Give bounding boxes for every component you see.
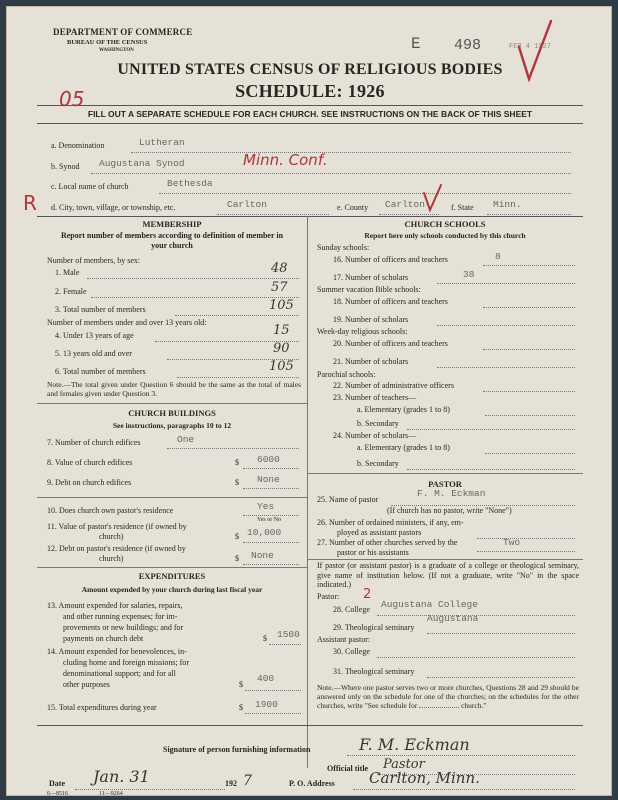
po-address-value: Carlton, Minn. [369,769,480,787]
denomination-value: Lutheran [139,137,185,148]
census-schedule-form [6,6,612,796]
q24b-label: b. Secondary [357,459,399,468]
dollar-sign: $ [263,634,267,643]
form-title: UNITED STATES CENSUS OF RELIGIOUS BODIES [117,61,503,78]
signature-value: F. M. Eckman [359,735,470,754]
owns-residence-value: Yes [257,501,275,512]
q27-line-1: 27. Number of other churches served by the [317,538,458,547]
q23b-label: b. Secondary [357,419,399,428]
column-divider [307,216,308,768]
membership-by-sex-label: Number of members, by sex: [47,256,141,265]
q13-line-2: and other running expenses; for im- [63,612,178,621]
schools-heading: CHURCH SCHOOLS [404,219,486,229]
divider [37,105,583,106]
form-code: 6—8516 [47,791,68,796]
graduate-note: If pastor (or assistant pastor) is a graduate of a college or theological seminary, give name of institution below. (If not a graduate, write "No" in the space indicated.) [317,561,579,589]
expenditures-subheading: Amount expended by your church during last fiscal year [81,585,263,594]
divider [37,725,583,726]
q28-label: 28. College [333,605,370,614]
dollar-sign: $ [235,532,239,541]
q17-label: 17. Number of scholars [333,273,409,282]
q28-value: Augustana College [381,599,478,610]
male-label: 1. Male [55,268,80,277]
q20-label: 20. Number of officers and teachers [333,339,448,348]
form-code-2: 11—9264 [99,791,123,796]
dollar-sign: $ [235,478,239,487]
date-value: Jan. 31 [93,767,150,786]
q23-label: 23. Number of teachers— [333,393,417,402]
official-title-label: Official title [327,764,369,773]
year-digit: 7 [243,773,252,789]
department-label: DEPARTMENT OF COMMERCE [53,27,193,37]
total-age-value: 105 [269,359,294,374]
membership-heading: MEMBERSHIP [142,219,202,229]
q23a-label: a. Elementary (grades 1 to 8) [357,405,450,414]
q24a-label: a. Elementary (grades 1 to 8) [357,443,450,452]
divider [37,403,307,404]
female-label: 2. Female [55,287,87,296]
q24-label: 24. Number of scholars— [333,431,417,440]
residence-debt-label-2: church) [99,554,124,563]
county-value: Carlton [385,199,425,210]
red-annotation-number: 05 [59,87,85,111]
q13-line-1: 13. Amount expended for salaries, repairs, [47,601,183,610]
parochial-schools-label: Parochial schools: [317,370,376,379]
county-label: e. County [337,203,369,212]
pastor-sub-label: Pastor: [317,592,340,601]
q14-line-3: denominational support; and for all [63,669,176,678]
q15-value: 1900 [255,699,278,710]
age-intro-label: Number of members under and over 13 years old: [47,318,207,327]
q27-line-2: pastor or his assistants [337,548,409,557]
divider [307,559,583,560]
q13-line-3: provements or new buildings; and for [63,623,184,632]
under-13-value: 15 [273,323,290,338]
dollar-sign: $ [235,554,239,563]
city-field-value: Carlton [227,199,267,210]
red-annotation-letter: R [23,191,37,215]
date-label: Date [49,779,65,788]
bureau-label: BUREAU OF THE CENSUS [67,39,148,46]
schools-subheading: Report here only schools conducted by this church [364,231,526,240]
q30-label: 30. College [333,647,370,656]
divider [307,473,583,474]
edifices-value-value: 6000 [257,454,280,465]
pastor-heading: PASTOR [428,479,462,489]
summer-schools-label: Summer vacation Bible schools: [317,285,421,294]
residence-debt-value: None [251,550,274,561]
yes-no-hint: Yes or No [257,517,282,523]
total-members-value: 105 [269,298,294,313]
red-checkmark-icon [421,183,443,213]
under-13-label: 4. Under 13 years of age [55,331,134,340]
divider [37,216,583,217]
q19-label: 19. Number of scholars [333,315,409,324]
q25-label: 25. Name of pastor [317,495,379,504]
sunday-schools-label: Sunday schools: [317,243,370,252]
female-value: 57 [271,280,288,295]
divider [37,123,583,124]
synod-red-note: Minn. Conf. [243,151,328,169]
male-value: 48 [271,261,288,276]
buildings-heading: CHURCH BUILDINGS [128,408,216,418]
q29-label: 29. Theological seminary [333,623,415,632]
city-label: WASHINGTON [99,48,134,53]
edifices-value-label: 8. Value of church edifices [47,458,133,467]
membership-note: Note.—The total given under Question 6 should be the same as the total of males and females given under Question 3. [47,380,301,398]
synod-label: b. Synod [51,162,80,171]
residence-debt-label-1: 12. Debt on pastor's residence (if owned by [47,544,186,553]
stamp-letter: E [411,35,421,53]
state-value: Minn. [493,199,522,210]
divider [37,497,307,498]
q31-label: 31. Theological seminary [333,667,415,676]
q15-label: 15. Total expenditures during year [47,703,157,712]
stamp-date: FEB 4 1927 [509,43,552,51]
q14-line-1: 14. Amount expended for benevolences, in- [47,647,187,656]
city-field-label: d. City, town, village, or township, etc. [51,203,176,212]
year-prefix: 192 [225,779,237,788]
pastor-note-end: church." [461,701,487,710]
dollar-sign: $ [235,458,239,467]
q27-value: Two [503,537,521,548]
residence-value-value: 10,000 [247,527,282,538]
residence-value-label-2: church) [99,532,124,541]
q14-line-4: other purposes [63,680,110,689]
local-name-label: c. Local name of church [51,182,129,191]
q16-value: 8 [495,251,501,262]
total-members-label: 3. Total number of members [55,305,146,314]
edifices-count-label: 7. Number of church edifices [47,438,141,447]
state-label: f. State [451,203,474,212]
residence-value-label-1: 11. Value of pastor's residence (if owned by [47,522,187,531]
dollar-sign: $ [239,680,243,689]
instruction-line: FILL OUT A SEPARATE SCHEDULE FOR EACH CHURCH. SEE INSTRUCTIONS ON THE BACK OF THIS SHEET [87,109,533,119]
synod-value: Augustana Synod [99,158,185,169]
q14-line-2: cluding home and foreign missions; for [63,658,189,667]
schedule-title: SCHEDULE: 1926 [235,81,385,101]
edifices-count-value: One [177,434,195,445]
edifices-debt-value: None [257,474,280,485]
q25-value: F. M. Eckman [417,488,486,499]
q13-line-4: payments on church debt [63,634,144,643]
total-age-label: 6. Total number of members [55,367,146,376]
weekday-schools-label: Week-day religious schools: [317,327,408,336]
po-address-label: P. O. Address [289,779,335,788]
official-title-value: Pastor [383,757,425,772]
assistant-pastor-label: Assistant pastor: [317,635,371,644]
pastor-note-text: Note.—Where one pastor serves two or more churches, Questions 28 and 29 should be answered only on the schedule for one of the churches; on the schedules for the other churches, write "See schedule for [317,683,579,710]
expenditures-heading: EXPENDITURES [138,571,206,581]
q25-hint: (If church has no pastor, write "None") [387,506,512,515]
stamp-number: 498 [454,37,482,54]
divider [37,567,307,568]
membership-subheading: Report number of members according to definition of member in your church [60,231,284,250]
local-name-value: Bethesda [167,178,213,189]
owns-residence-label: 10. Does church own pastor's residence [47,506,174,515]
q16-label: 16. Number of officers and teachers [333,255,448,264]
q26-line-2: ployed as assistant pastors [337,528,422,537]
q18-label: 18. Number of officers and teachers [333,297,448,306]
q13-value: 1500 [277,629,300,640]
dollar-sign: $ [239,703,243,712]
edifices-debt-label: 9. Debt on church edifices [47,478,132,487]
over-13-value: 90 [273,341,290,356]
over-13-label: 5. 13 years old and over [55,349,132,358]
red-tick-mark: 2 [363,587,372,602]
buildings-subheading: See instructions, paragraphs 10 to 12 [112,421,232,430]
q14-value: 400 [257,673,275,684]
denomination-label: a. Denomination [51,141,105,150]
q21-label: 21. Number of scholars [333,357,409,366]
q17-value: 38 [463,269,475,280]
signature-label: Signature of person furnishing information [163,745,311,754]
q22-label: 22. Number of administrative officers [333,381,454,390]
pastor-note [317,683,579,710]
q26-line-1: 26. Number of ordained ministers, if any, em- [317,518,464,527]
q29-value: Augustana [427,613,479,624]
